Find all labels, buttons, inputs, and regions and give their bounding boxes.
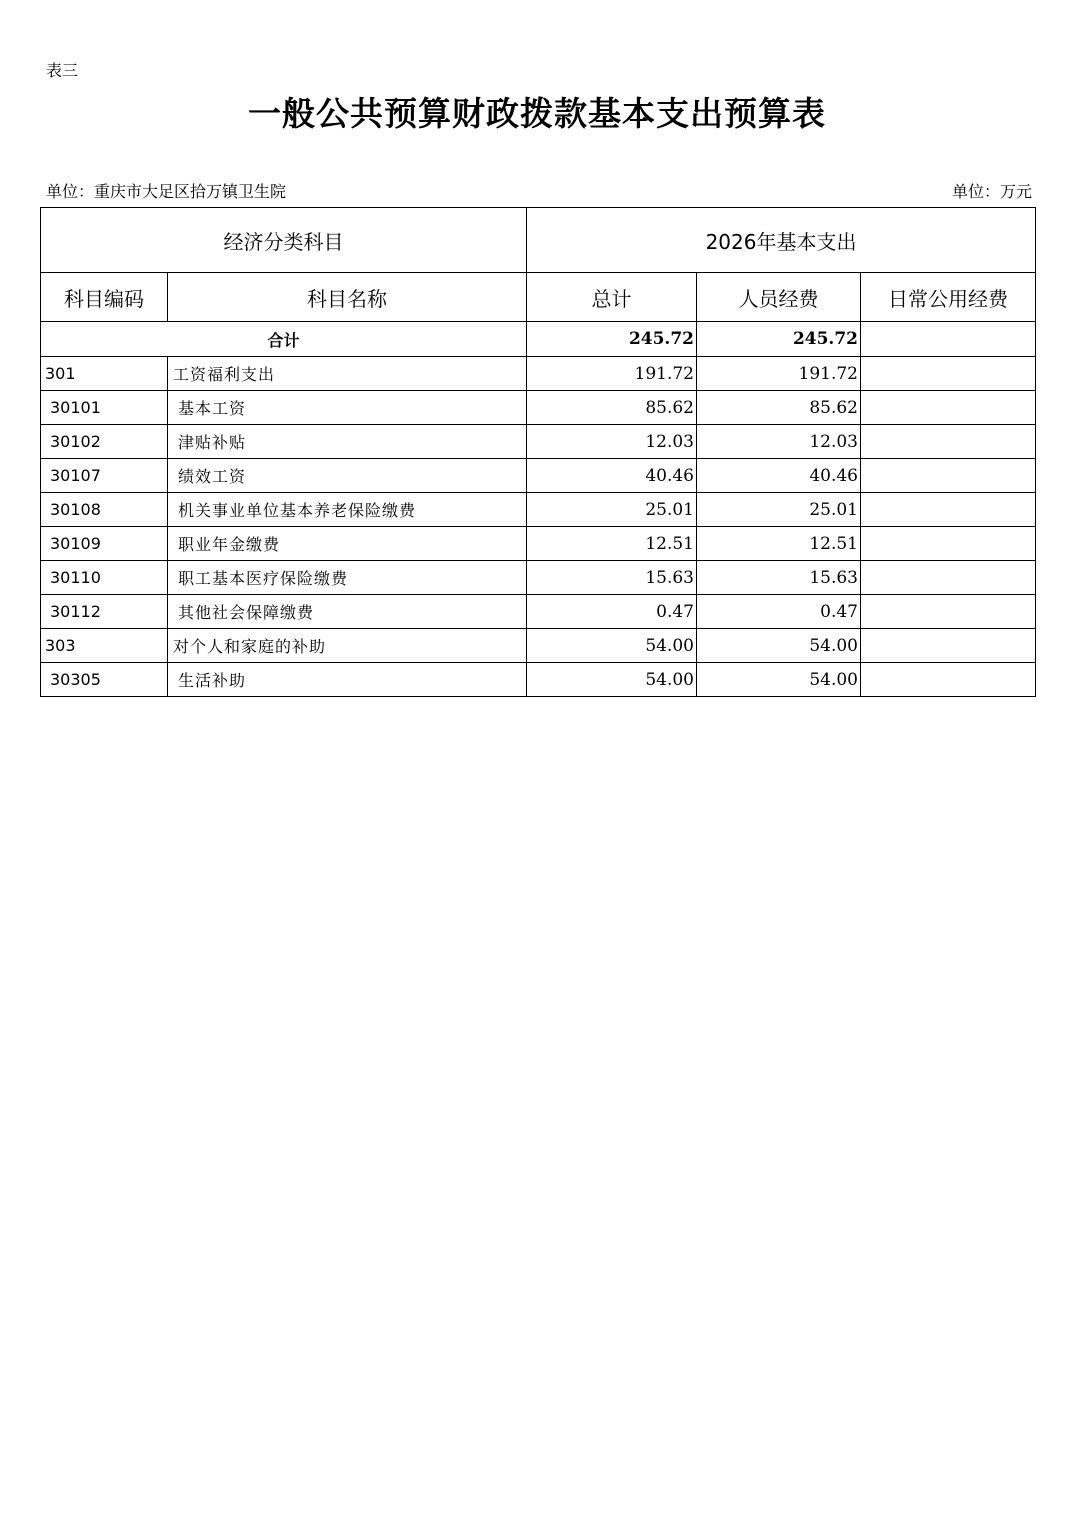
row-name: 职业年金缴费 bbox=[168, 527, 527, 561]
total-cell: 245.72 bbox=[527, 322, 697, 357]
row-name: 对个人和家庭的补助 bbox=[168, 629, 527, 663]
row-public bbox=[861, 459, 1036, 493]
row-code: 30110 bbox=[41, 561, 168, 595]
row-total: 85.62 bbox=[527, 391, 697, 425]
table-row bbox=[41, 663, 1036, 697]
row-total: 40.46 bbox=[527, 459, 697, 493]
total-row bbox=[41, 322, 1036, 357]
row-personnel: 12.51 bbox=[697, 527, 861, 561]
row-code: 30101 bbox=[41, 391, 168, 425]
row-public bbox=[861, 595, 1036, 629]
row-name: 基本工资 bbox=[168, 391, 527, 425]
total-public-cell bbox=[861, 322, 1036, 357]
row-name: 绩效工资 bbox=[168, 459, 527, 493]
row-total: 12.51 bbox=[527, 527, 697, 561]
row-code: 301 bbox=[41, 357, 168, 391]
row-total: 54.00 bbox=[527, 629, 697, 663]
row-code: 30305 bbox=[41, 663, 168, 697]
row-personnel: 191.72 bbox=[697, 357, 861, 391]
row-name: 生活补助 bbox=[168, 663, 527, 697]
unit-organization: 单位：重庆市大足区拾万镇卫生院 bbox=[46, 182, 287, 201]
row-public bbox=[861, 425, 1036, 459]
row-code: 30112 bbox=[41, 595, 168, 629]
header-code: 科目编码 bbox=[41, 273, 168, 322]
row-total: 0.47 bbox=[527, 595, 697, 629]
row-personnel: 25.01 bbox=[697, 493, 861, 527]
row-public bbox=[861, 391, 1036, 425]
unit-currency: 单位：万元 bbox=[951, 182, 1032, 201]
row-personnel: 85.62 bbox=[697, 391, 861, 425]
header-economic-category: 经济分类科目 bbox=[41, 208, 527, 273]
table-row bbox=[41, 629, 1036, 663]
row-name: 职工基本医疗保险缴费 bbox=[168, 561, 527, 595]
table-row bbox=[41, 425, 1036, 459]
table-row bbox=[41, 493, 1036, 527]
table-row bbox=[41, 527, 1036, 561]
row-public bbox=[861, 357, 1036, 391]
row-personnel: 40.46 bbox=[697, 459, 861, 493]
row-total: 191.72 bbox=[527, 357, 697, 391]
row-public bbox=[861, 527, 1036, 561]
row-code: 303 bbox=[41, 629, 168, 663]
row-code: 30108 bbox=[41, 493, 168, 527]
table-row bbox=[41, 459, 1036, 493]
row-personnel: 0.47 bbox=[697, 595, 861, 629]
page-title: 一般公共预算财政拨款基本支出预算表 bbox=[248, 94, 826, 133]
row-public bbox=[861, 629, 1036, 663]
total-label: 合计 bbox=[41, 322, 527, 357]
row-personnel: 54.00 bbox=[697, 629, 861, 663]
row-public bbox=[861, 493, 1036, 527]
row-total: 12.03 bbox=[527, 425, 697, 459]
header-public: 日常公用经费 bbox=[861, 273, 1036, 322]
table-tag: 表三 bbox=[46, 61, 79, 80]
row-name: 其他社会保障缴费 bbox=[168, 595, 527, 629]
row-total: 54.00 bbox=[527, 663, 697, 697]
header-total: 总计 bbox=[527, 273, 697, 322]
header-name: 科目名称 bbox=[168, 273, 527, 322]
table-row bbox=[41, 357, 1036, 391]
row-name: 机关事业单位基本养老保险缴费 bbox=[168, 493, 527, 527]
budget-table bbox=[40, 207, 1036, 697]
row-public bbox=[861, 561, 1036, 595]
table-row bbox=[41, 561, 1036, 595]
row-public bbox=[861, 663, 1036, 697]
row-personnel: 15.63 bbox=[697, 561, 861, 595]
row-personnel: 54.00 bbox=[697, 663, 861, 697]
row-code: 30109 bbox=[41, 527, 168, 561]
row-total: 25.01 bbox=[527, 493, 697, 527]
total-personnel-cell: 245.72 bbox=[697, 322, 861, 357]
header-personnel: 人员经费 bbox=[697, 273, 861, 322]
row-name: 工资福利支出 bbox=[168, 357, 527, 391]
table-row bbox=[41, 595, 1036, 629]
row-name: 津贴补贴 bbox=[168, 425, 527, 459]
table-row bbox=[41, 391, 1036, 425]
row-code: 30102 bbox=[41, 425, 168, 459]
row-personnel: 12.03 bbox=[697, 425, 861, 459]
row-total: 15.63 bbox=[527, 561, 697, 595]
row-code: 30107 bbox=[41, 459, 168, 493]
header-basic-expenditure: 2026年基本支出 bbox=[527, 208, 1036, 273]
